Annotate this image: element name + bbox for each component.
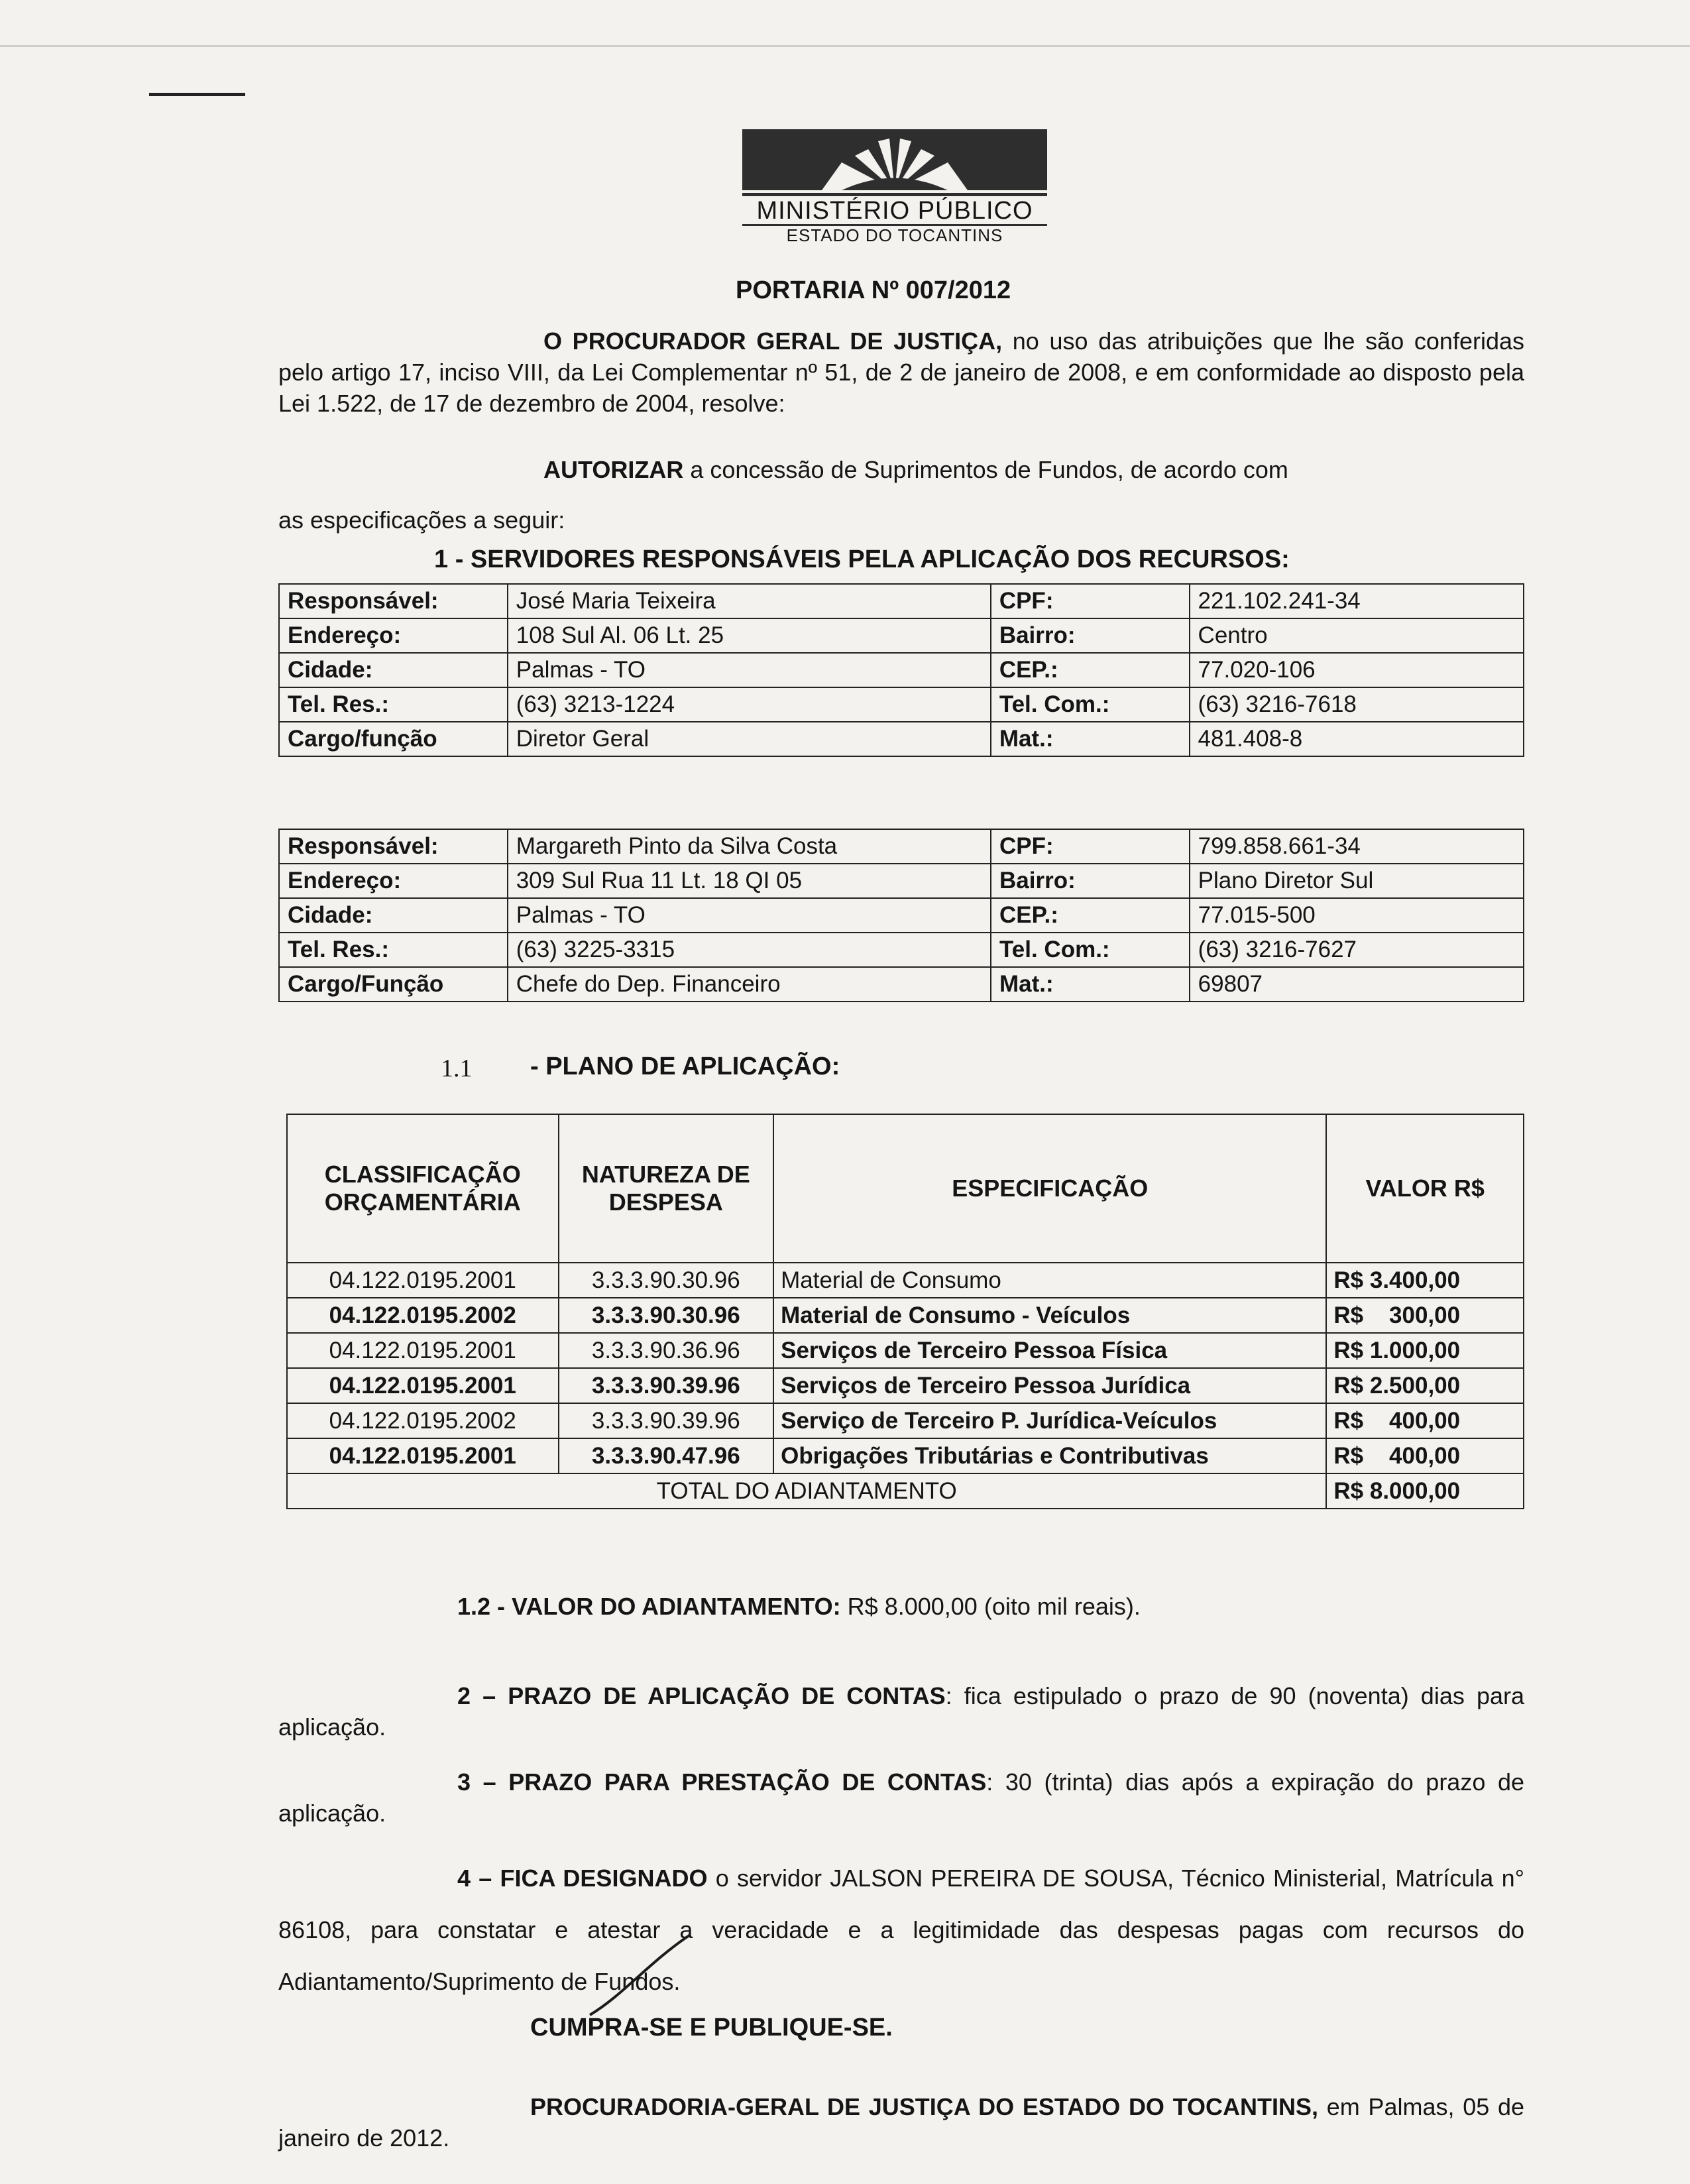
field-value: José Maria Teixeira: [508, 584, 991, 618]
logo-line-1: MINISTÉRIO PÚBLICO: [756, 197, 1033, 225]
responsible-row: [279, 967, 1524, 1002]
p2-text: : fica estipulado o prazo de 90 (noventa) dias para aplicação.: [278, 1682, 1525, 1741]
responsible-row: [279, 722, 1524, 756]
cumpra-se: CUMPRA-SE E PUBLIQUE-SE.: [530, 2014, 893, 2041]
intro-paragraph: [278, 325, 1524, 419]
plan-especificacao: Serviço de Terceiro P. Jurídica-Veículos: [773, 1403, 1326, 1438]
responsible-row: [279, 898, 1524, 933]
p3-text: : 30 (trinta) dias após a expiração do prazo de aplicação.: [278, 1768, 1524, 1827]
plan-total-value: R$ 8.000,00: [1326, 1473, 1524, 1509]
plan-valor: R$ 3.400,00: [1326, 1263, 1524, 1298]
field-label: Cargo/função: [279, 722, 508, 756]
field-value: Margareth Pinto da Silva Costa: [508, 829, 991, 864]
plan-natureza: 3.3.3.90.30.96: [559, 1263, 774, 1298]
plan-especificacao: Serviços de Terceiro Pessoa Jurídica: [773, 1368, 1326, 1403]
responsible-row: [279, 864, 1524, 898]
responsible-row: [279, 618, 1524, 653]
p2-bold: 2 – PRAZO DE APLICAÇÃO DE CONTAS: [457, 1682, 946, 1709]
field-label: Mat.:: [991, 722, 1190, 756]
plan-especificacao: Obrigações Tributárias e Contributivas: [773, 1438, 1326, 1473]
responsible-table-2: [278, 829, 1524, 1002]
plan-natureza: 3.3.3.90.39.96: [559, 1368, 774, 1403]
autorizar-paragraph: [278, 454, 1524, 485]
field-value: (63) 3216-7627: [1190, 933, 1524, 967]
plan-row: [287, 1333, 1524, 1368]
plan-row: [287, 1368, 1524, 1403]
plan-classificacao: 04.122.0195.2001: [287, 1438, 559, 1473]
responsible-row: [279, 687, 1524, 722]
field-label: Bairro:: [991, 864, 1190, 898]
field-value: 799.858.661-34: [1190, 829, 1524, 864]
field-value: (63) 3213-1224: [508, 687, 991, 722]
plan-valor: R$ 2.500,00: [1326, 1368, 1524, 1403]
plan-row: [287, 1263, 1524, 1298]
plan-header-valor: VALOR R$: [1326, 1114, 1524, 1263]
field-label: Cidade:: [279, 653, 508, 687]
field-value: 108 Sul Al. 06 Lt. 25: [508, 618, 991, 653]
field-value: 221.102.241-34: [1190, 584, 1524, 618]
field-label: Tel. Res.:: [279, 687, 508, 722]
field-value: (63) 3225-3315: [508, 933, 991, 967]
plan-natureza: 3.3.3.90.36.96: [559, 1333, 774, 1368]
responsible-table-1: [278, 583, 1524, 757]
plan-header-classificacao: CLASSIFICAÇÃO ORÇAMENTÁRIA: [287, 1114, 559, 1263]
plan-classificacao: 04.122.0195.2001: [287, 1333, 559, 1368]
field-value: 77.020-106: [1190, 653, 1524, 687]
plan-header-natureza: NATUREZA DE DESPESA: [559, 1114, 774, 1263]
plan-classificacao: 04.122.0195.2001: [287, 1368, 559, 1403]
responsible-row: [279, 933, 1524, 967]
scan-edge: [0, 45, 1690, 47]
field-label: CEP.:: [991, 898, 1190, 933]
field-label: Tel. Res.:: [279, 933, 508, 967]
plan-natureza: 3.3.3.90.30.96: [559, 1298, 774, 1333]
field-value: Chefe do Dep. Financeiro: [508, 967, 991, 1002]
responsible-row: [279, 829, 1524, 864]
page-title: PORTARIA Nº 007/2012: [736, 276, 1011, 304]
ministerio-publico-logo: [742, 129, 1047, 245]
p4-text: o servidor JALSON PEREIRA DE SOUSA, Técnico Ministerial, Matrícula n° 86108, para constatar e atestar a veracidade e a legitimidade das despesas pagas com recursos do Adiantamento/Suprimento de Fundos.: [278, 1865, 1524, 1995]
plan-valor: R$ 1.000,00: [1326, 1333, 1524, 1368]
field-value: Plano Diretor Sul: [1190, 864, 1524, 898]
field-value: Palmas - TO: [508, 653, 991, 687]
plan-total-label: TOTAL DO ADIANTAMENTO: [287, 1473, 1326, 1509]
plan-row: [287, 1438, 1524, 1473]
field-label: Cargo/Função: [279, 967, 508, 1002]
field-label: Bairro:: [991, 618, 1190, 653]
closing-text: em Palmas, 05 de janeiro de 2012.: [278, 2093, 1524, 2152]
field-label: Cidade:: [279, 898, 508, 933]
plan-valor: R$ 300,00: [1326, 1298, 1524, 1333]
plan-classificacao: 04.122.0195.2002: [287, 1403, 559, 1438]
plan-header-especificacao: ESPECIFICAÇÃO: [773, 1114, 1326, 1263]
field-value: 309 Sul Rua 11 Lt. 18 QI 05: [508, 864, 991, 898]
field-label: Tel. Com.:: [991, 933, 1190, 967]
field-label: Tel. Com.:: [991, 687, 1190, 722]
intro-text: no uso das atribuições que lhe são conferidas pelo artigo 17, inciso VIII, da Lei Complementar nº 51, de 2 de janeiro de 2008, e em conformidade ao disposto pela Lei 1.522, de 17 de dezembro de 2004, resolve:: [278, 327, 1524, 417]
signature-mark: [278, 1922, 742, 2041]
plan-valor: R$ 400,00: [1326, 1438, 1524, 1473]
field-label: Endereço:: [279, 618, 508, 653]
scan-mark: [149, 93, 245, 96]
paragraph-2: [278, 1680, 1524, 1743]
field-value: 481.408-8: [1190, 722, 1524, 756]
p12-bold: 1.2 - VALOR DO ADIANTAMENTO:: [457, 1593, 841, 1620]
plan-especificacao: Material de Consumo: [773, 1263, 1326, 1298]
plan-row: [287, 1298, 1524, 1333]
plan-especificacao: Serviços de Terceiro Pessoa Física: [773, 1333, 1326, 1368]
intro-bold: O PROCURADOR GERAL DE JUSTIÇA,: [543, 327, 1003, 355]
section-1-1-number: 1.1: [441, 1055, 473, 1082]
field-label: CPF:: [991, 829, 1190, 864]
responsible-row: [279, 653, 1524, 687]
autorizar-bold: AUTORIZAR: [543, 456, 684, 483]
sunburst-emblem: [742, 129, 1047, 190]
section-1-1-heading: - PLANO DE APLICAÇÃO:: [530, 1053, 840, 1080]
field-label: CEP.:: [991, 653, 1190, 687]
responsible-row: [279, 584, 1524, 618]
logo-rule: [742, 193, 1047, 196]
closing-paragraph: [278, 2091, 1524, 2154]
paragraph-1-2: [457, 1591, 1524, 1622]
plan-natureza: 3.3.3.90.47.96: [559, 1438, 774, 1473]
plan-especificacao: Material de Consumo - Veículos: [773, 1298, 1326, 1333]
field-value: (63) 3216-7618: [1190, 687, 1524, 722]
field-value: 69807: [1190, 967, 1524, 1002]
plan-valor: R$ 400,00: [1326, 1403, 1524, 1438]
autorizar-text: a concessão de Suprimentos de Fundos, de acordo com: [683, 456, 1288, 483]
autorizar-continuation: as especificações a seguir:: [278, 506, 565, 534]
plan-row: [287, 1403, 1524, 1438]
field-label: Mat.:: [991, 967, 1190, 1002]
logo-line-2: ESTADO DO TOCANTINS: [742, 224, 1047, 245]
plan-total-row: [287, 1473, 1524, 1509]
p4-bold: 4 – FICA DESIGNADO: [457, 1865, 708, 1892]
field-value: Centro: [1190, 618, 1524, 653]
p12-text: R$ 8.000,00 (oito mil reais).: [840, 1593, 1141, 1620]
plan-table: [286, 1114, 1524, 1509]
plan-classificacao: 04.122.0195.2001: [287, 1263, 559, 1298]
paragraph-3: [278, 1766, 1524, 1829]
field-label: Responsável:: [279, 584, 508, 618]
plan-classificacao: 04.122.0195.2002: [287, 1298, 559, 1333]
field-value: Palmas - TO: [508, 898, 991, 933]
field-label: Endereço:: [279, 864, 508, 898]
field-label: CPF:: [991, 584, 1190, 618]
plan-natureza: 3.3.3.90.39.96: [559, 1403, 774, 1438]
p3-bold: 3 – PRAZO PARA PRESTAÇÃO DE CONTAS: [457, 1768, 987, 1796]
field-value: 77.015-500: [1190, 898, 1524, 933]
section-1-heading: 1 - SERVIDORES RESPONSÁVEIS PELA APLICAÇÃO DOS RECURSOS:: [434, 546, 1290, 573]
field-value: Diretor Geral: [508, 722, 991, 756]
closing-bold: PROCURADORIA-GERAL DE JUSTIÇA DO ESTADO DO TOCANTINS,: [530, 2093, 1318, 2120]
field-label: Responsável:: [279, 829, 508, 864]
